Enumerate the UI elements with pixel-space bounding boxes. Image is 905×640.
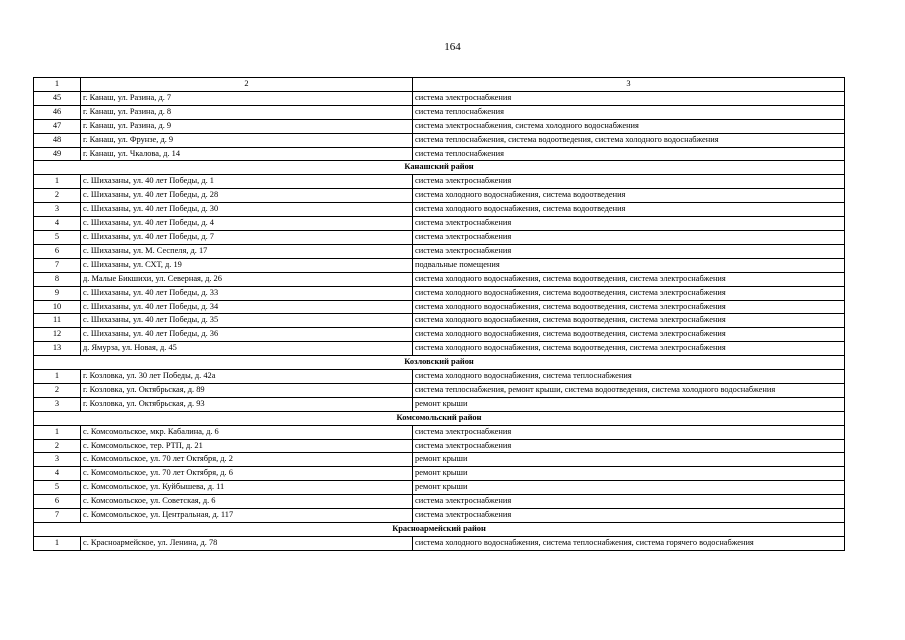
row-address: с. Комсомольское, ул. 70 лет Октября, д. 2: [81, 453, 413, 467]
row-works: система теплоснабжения: [413, 147, 845, 161]
table-row: [34, 217, 845, 231]
table-row: [34, 203, 845, 217]
page-number: 164: [444, 41, 461, 53]
row-number: 46: [34, 105, 81, 119]
table-row: [34, 342, 845, 356]
row-address: с. Комсомольское, ул. Советская, д. 6: [81, 495, 413, 509]
table-row: [34, 272, 845, 286]
row-address: с. Комсомольское, ул. Куйбышева, д. 11: [81, 481, 413, 495]
row-number: 8: [34, 272, 81, 286]
row-address: с. Шихазаны, ул. 40 лет Победы, д. 35: [81, 314, 413, 328]
row-number: 4: [34, 467, 81, 481]
district-header-row: [34, 523, 845, 537]
row-works: система электроснабжения: [413, 91, 845, 105]
row-address: с. Шихазаны, ул. 40 лет Победы, д. 1: [81, 175, 413, 189]
row-number: 13: [34, 342, 81, 356]
row-number: 6: [34, 244, 81, 258]
row-address: г. Канаш, ул. Разина, д. 9: [81, 119, 413, 133]
row-number: 1: [34, 175, 81, 189]
row-address: с. Комсомольское, тер. РТП, д. 21: [81, 439, 413, 453]
table-row: [34, 175, 845, 189]
table-row: [34, 189, 845, 203]
row-works: система холодного водоснабжения, система водоотведения, система электроснабжения: [413, 272, 845, 286]
row-works: система холодного водоснабжения, система водоотведения: [413, 189, 845, 203]
row-number: 48: [34, 133, 81, 147]
works-table: [33, 77, 845, 551]
row-number: 2: [34, 439, 81, 453]
column-number-2: 2: [81, 78, 413, 92]
row-number: 1: [34, 425, 81, 439]
row-works: система электроснабжения: [413, 439, 845, 453]
column-number-1: 1: [34, 78, 81, 92]
row-address: с. Шихазаны, ул. 40 лет Победы, д. 30: [81, 203, 413, 217]
row-works: система электроснабжения: [413, 244, 845, 258]
district-header-row: [34, 161, 845, 175]
row-address: с. Комсомольское, мкр. Кабалина, д. 6: [81, 425, 413, 439]
row-address: с. Комсомольское, ул. Центральная, д. 117: [81, 509, 413, 523]
row-works: система электроснабжения: [413, 495, 845, 509]
row-number: 3: [34, 453, 81, 467]
row-address: г. Канаш, ул. Разина, д. 7: [81, 91, 413, 105]
column-number-3: 3: [413, 78, 845, 92]
row-address: с. Комсомольское, ул. 70 лет Октября, д. 6: [81, 467, 413, 481]
table-row: [34, 383, 845, 397]
table-row: [34, 453, 845, 467]
row-works: система электроснабжения: [413, 175, 845, 189]
row-works: система теплоснабжения, система водоотведения, система холодного водоснабжения: [413, 133, 845, 147]
row-works: ремонт крыши: [413, 453, 845, 467]
table-row: [34, 370, 845, 384]
row-works: система холодного водоснабжения, система теплоснабжения, система горячего водоснабжения: [413, 536, 845, 550]
table-row: [34, 536, 845, 550]
row-works: система электроснабжения: [413, 425, 845, 439]
column-number-row: [34, 78, 845, 92]
row-address: с. Шихазаны, ул. М. Сеспеля, д. 17: [81, 244, 413, 258]
table-row: [34, 286, 845, 300]
table-row: [34, 397, 845, 411]
row-number: 5: [34, 481, 81, 495]
row-works: подвальные помещения: [413, 258, 845, 272]
row-number: 4: [34, 217, 81, 231]
row-address: г. Канаш, ул. Чкалова, д. 14: [81, 147, 413, 161]
row-number: 12: [34, 328, 81, 342]
table-row: [34, 133, 845, 147]
row-number: 1: [34, 370, 81, 384]
row-number: 6: [34, 495, 81, 509]
row-number: 10: [34, 300, 81, 314]
row-works: система холодного водоснабжения, система водоотведения, система электроснабжения: [413, 314, 845, 328]
row-number: 45: [34, 91, 81, 105]
row-number: 3: [34, 397, 81, 411]
row-number: 7: [34, 258, 81, 272]
table-row: [34, 230, 845, 244]
district-name: Красноармейский район: [34, 523, 845, 537]
table-row: [34, 425, 845, 439]
row-address: с. Шихазаны, ул. 40 лет Победы, д. 28: [81, 189, 413, 203]
table-row: [34, 258, 845, 272]
row-number: 5: [34, 230, 81, 244]
row-works: ремонт крыши: [413, 397, 845, 411]
row-number: 2: [34, 189, 81, 203]
table-row: [34, 328, 845, 342]
table-row: [34, 495, 845, 509]
table-row: [34, 244, 845, 258]
district-header-row: [34, 356, 845, 370]
row-works: ремонт крыши: [413, 467, 845, 481]
table-row: [34, 481, 845, 495]
table-row: [34, 105, 845, 119]
row-address: г. Козловка, ул. 30 лет Победы, д. 42а: [81, 370, 413, 384]
district-name: Козловский район: [34, 356, 845, 370]
row-address: г. Козловка, ул. Октябрьская, д. 89: [81, 383, 413, 397]
row-address: г. Козловка, ул. Октябрьская, д. 93: [81, 397, 413, 411]
row-address: г. Канаш, ул. Фрунзе, д. 9: [81, 133, 413, 147]
row-works: система холодного водоснабжения, система водоотведения, система электроснабжения: [413, 342, 845, 356]
table-body: [34, 78, 845, 551]
row-number: 9: [34, 286, 81, 300]
table-row: [34, 439, 845, 453]
row-works: система теплоснабжения: [413, 105, 845, 119]
table-row: [34, 91, 845, 105]
table-row: [34, 119, 845, 133]
district-name: Канашский район: [34, 161, 845, 175]
row-works: ремонт крыши: [413, 481, 845, 495]
table-row: [34, 314, 845, 328]
row-works: система холодного водоснабжения, система водоотведения, система электроснабжения: [413, 286, 845, 300]
row-address: с. Шихазаны, ул. 40 лет Победы, д. 7: [81, 230, 413, 244]
row-works: система электроснабжения: [413, 217, 845, 231]
row-address: г. Канаш, ул. Разина, д. 8: [81, 105, 413, 119]
row-number: 3: [34, 203, 81, 217]
table-row: [34, 509, 845, 523]
district-header-row: [34, 411, 845, 425]
row-number: 47: [34, 119, 81, 133]
row-number: 49: [34, 147, 81, 161]
row-address: с. Красноармейское, ул. Ленина, д. 78: [81, 536, 413, 550]
row-works: система теплоснабжения, ремонт крыши, система водоотведения, система холодного водоснабжения: [413, 383, 845, 397]
row-address: с. Шихазаны, ул. 40 лет Победы, д. 33: [81, 286, 413, 300]
table-row: [34, 467, 845, 481]
row-works: система холодного водоснабжения, система теплоснабжения: [413, 370, 845, 384]
row-number: 7: [34, 509, 81, 523]
district-name: Комсомольский район: [34, 411, 845, 425]
row-address: с. Шихазаны, ул. 40 лет Победы, д. 34: [81, 300, 413, 314]
row-works: система холодного водоснабжения, система водоотведения, система электроснабжения: [413, 328, 845, 342]
row-works: система электроснабжения, система холодного водоснабжения: [413, 119, 845, 133]
row-works: система холодного водоснабжения, система водоотведения, система электроснабжения: [413, 300, 845, 314]
row-works: система электроснабжения: [413, 509, 845, 523]
table-row: [34, 300, 845, 314]
row-works: система электроснабжения: [413, 230, 845, 244]
row-address: с. Шихазаны, ул. 40 лет Победы, д. 36: [81, 328, 413, 342]
row-number: 11: [34, 314, 81, 328]
table-row: [34, 147, 845, 161]
row-address: с. Шихазаны, ул. 40 лет Победы, д. 4: [81, 217, 413, 231]
row-number: 2: [34, 383, 81, 397]
row-number: 1: [34, 536, 81, 550]
row-address: с. Шихазаны, ул. СХТ, д. 19: [81, 258, 413, 272]
row-address: д. Малые Бикшихи, ул. Северная, д. 26: [81, 272, 413, 286]
row-address: д. Ямурза, ул. Новая, д. 45: [81, 342, 413, 356]
row-works: система холодного водоснабжения, система водоотведения: [413, 203, 845, 217]
